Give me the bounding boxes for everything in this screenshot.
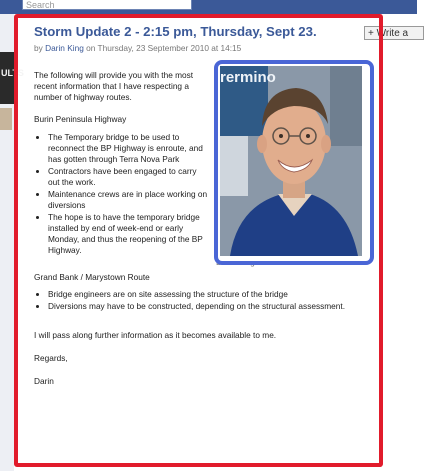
section-heading: Burin Peninsula Highway bbox=[34, 114, 127, 124]
author-photo bbox=[220, 66, 362, 256]
plus-icon: + bbox=[368, 28, 374, 39]
author-link[interactable]: Darin King bbox=[45, 43, 84, 53]
right-page-edge bbox=[383, 14, 417, 471]
write-note-label: Write a bbox=[376, 28, 409, 39]
section-heading: Grand Bank / Marystown Route bbox=[34, 272, 150, 282]
bullet-list bbox=[34, 289, 368, 312]
note-byline bbox=[34, 43, 241, 53]
regards-text: Regards, bbox=[34, 353, 68, 363]
sidebar-thumbnail-text: ULTS bbox=[1, 68, 24, 78]
list-item: • Bridge engineers are on site assessing the structure of the bridge bbox=[48, 289, 368, 300]
search-input[interactable]: Search bbox=[22, 0, 192, 10]
closing-paragraph: I will pass along further information as it becomes available to me. bbox=[34, 330, 277, 340]
facebook-top-bar bbox=[0, 0, 417, 14]
intro-paragraph: The following will provide you with the most recent information that I have respecting a number of highway routes. bbox=[34, 70, 194, 102]
list-item: • Contractors have been engaged to carry out the work. bbox=[48, 166, 209, 188]
byline-prefix: by bbox=[34, 43, 43, 53]
sidebar-thumbnail-2[interactable] bbox=[0, 108, 12, 130]
list-item: • Maintenance crews are in place working on diversions bbox=[48, 189, 209, 211]
list-item: • The Temporary bridge to be used to reconnect the BP Highway is enroute, and has gotten through Terra Nova Park bbox=[48, 132, 209, 165]
note-date: on Thursday, 23 September 2010 at 14:15 bbox=[86, 43, 242, 53]
signature-text: Darin bbox=[34, 376, 54, 386]
list-item: • Diversions may have to be constructed, depending on the structural assessment. bbox=[48, 301, 368, 312]
list-item: • The hope is to have the temporary bridge installed by end of week-end or early Monday, and thus the reopening of the BP Highway. bbox=[48, 212, 209, 256]
note-title: Storm Update 2 - 2:15 pm, Thursday, Sept 23. bbox=[34, 24, 317, 39]
bullet-list bbox=[34, 132, 209, 256]
photo-backdrop-text: rermino bbox=[220, 69, 276, 86]
